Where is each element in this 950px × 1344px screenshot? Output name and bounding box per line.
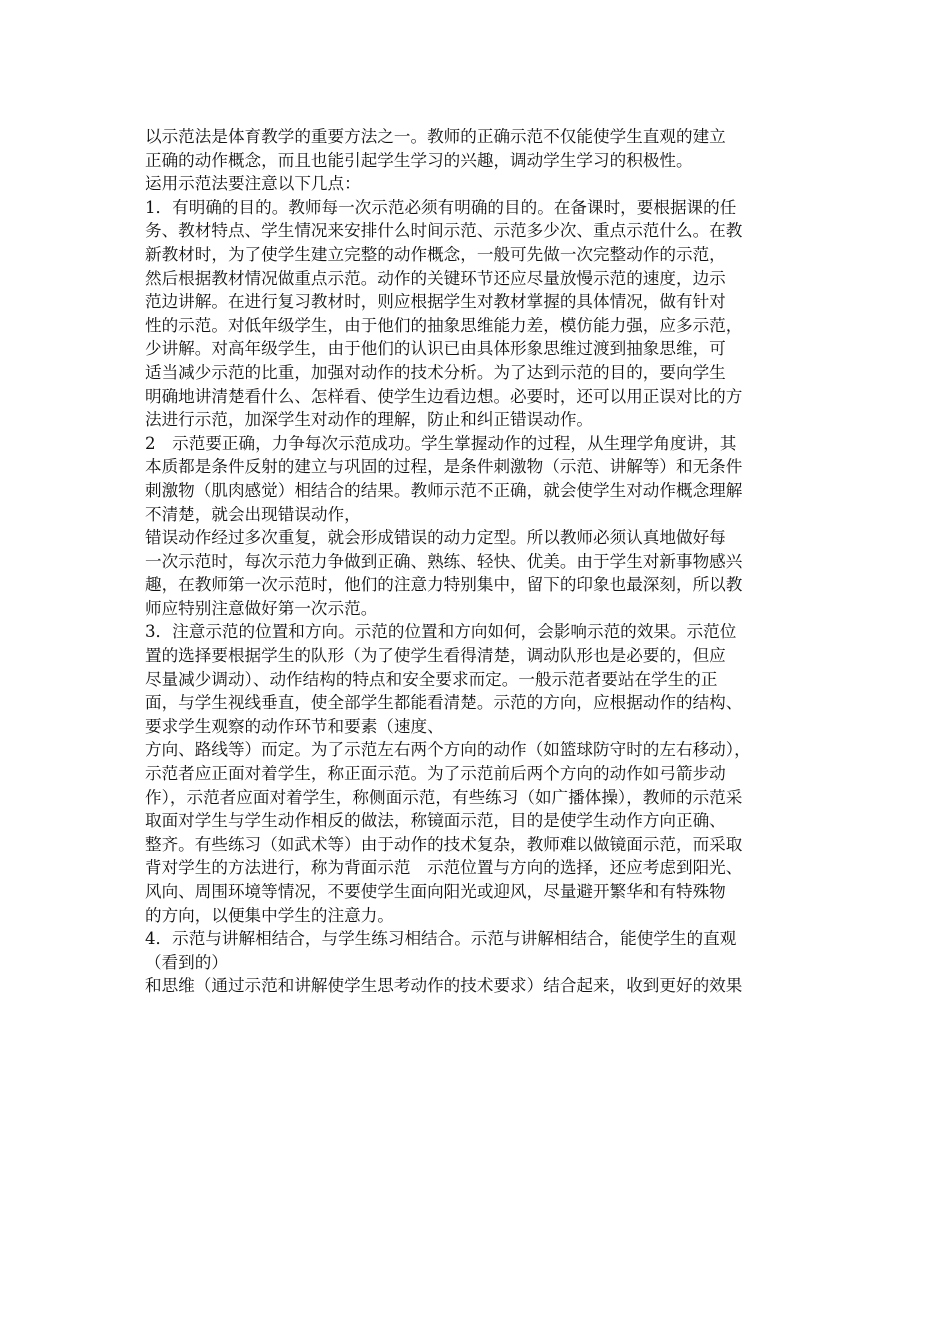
text-line: 错误动作经过多次重复，就会形成错误的动力定型。所以教师必须认真地做好每 bbox=[145, 528, 726, 548]
text-line: 一次示范时，每次示范力争做到正确、熟练、轻快、优美。由于学生对新事物感兴 bbox=[145, 551, 743, 571]
text-line: 要求学生观察的动作环节和要素（速度、 bbox=[145, 716, 444, 736]
text-line: 务、教材特点、学生情况来安排什么时间示范、示范多少次、重点示范什么。在教 bbox=[145, 221, 743, 241]
text-line: 明确地讲清楚看什么、怎样看、使学生边看边想。必要时，还可以用正误对比的方 bbox=[145, 386, 743, 406]
text-line: 整齐。有些练习（如武术等）由于动作的技术复杂，教师难以做镜面示范，而采取 bbox=[145, 834, 743, 854]
text-line: 的方向，以便集中学生的注意力。 bbox=[145, 905, 394, 925]
text-line: 取面对学生与学生动作相反的做法，称镜面示范，目的是使学生动作方向正确、 bbox=[145, 811, 726, 831]
text-line: 以示范法是体育教学的重要方法之一。教师的正确示范不仅能使学生直观的建立 bbox=[145, 127, 726, 146]
text-line: 性的示范。对低年级学生，由于他们的抽象思维能力差，模仿能力强，应多示范， bbox=[145, 315, 743, 335]
text-line: 风向、周围环境等情况，不要使学生面向阳光或迎风，尽量避开繁华和有特殊物 bbox=[145, 882, 726, 901]
text-line: 3．注意示范的位置和方向。示范的位置和方向如何，会影响示范的效果。示范位 bbox=[145, 622, 737, 642]
text-line: 师应特别注意做好第一次示范。 bbox=[145, 598, 378, 618]
text-line: 少讲解。对高年级学生，由于他们的认识已由具体形象思维过渡到抽象思维，可 bbox=[145, 339, 726, 359]
text-line: 然后根据教材情况做重点示范。动作的关键环节还应尽量放慢示范的速度，边示 bbox=[145, 268, 726, 288]
text-line: 示范者应正面对着学生，称正面示范。为了示范前后两个方向的动作如弓箭步动 bbox=[145, 764, 726, 784]
text-line: 和思维（通过示范和讲解使学生思考动作的技术要求）结合起来，收到更好的效果 bbox=[145, 976, 743, 996]
text-line: 新教材时，为了使学生建立完整的动作概念，一般可先做一次完整动作的示范， bbox=[145, 244, 726, 264]
text-line: 运用示范法要注意以下几点： bbox=[145, 174, 361, 194]
text-line: 1．有明确的目的。教师每一次示范必须有明确的目的。在备课时，要根据课的任 bbox=[145, 197, 737, 217]
document-body-text bbox=[145, 125, 815, 998]
text-line: 适当减少示范的比重，加强对动作的技术分析。为了达到示范的目的，要向学生 bbox=[145, 362, 726, 382]
text-line: 不清楚，就会出现错误动作， bbox=[145, 504, 361, 524]
text-line: 2 示范要正确，力争每次示范成功。学生掌握动作的过程，从生理学角度讲，其 bbox=[145, 433, 737, 453]
text-line: （看到的） bbox=[145, 952, 228, 972]
text-line: 本质都是条件反射的建立与巩固的过程，是条件刺激物（示范、讲解等）和无条件 bbox=[145, 457, 743, 477]
text-line: 背对学生的方法进行，称为背面示范 示范位置与方向的选择，还应考虑到阳光、 bbox=[145, 858, 743, 878]
text-line: 4．示范与讲解相结合，与学生练习相结合。示范与讲解相结合，能使学生的直观 bbox=[145, 929, 737, 949]
text-line: 置的选择要根据学生的队形（为了使学生看得清楚，调动队形也是必要的，但应 bbox=[145, 646, 726, 666]
text-line: 面，与学生视线垂直，使全部学生都能看清楚。示范的方向，应根据动作的结构、 bbox=[145, 693, 743, 713]
text-line: 方向、路线等）而定。为了示范左右两个方向的动作（如篮球防守时的左右移动）， bbox=[145, 740, 751, 760]
text-line: 作），示范者应面对着学生，称侧面示范，有些练习（如广播体操），教师的示范采 bbox=[145, 787, 743, 807]
text-line: 法进行示范，加深学生对动作的理解，防止和纠正错误动作。 bbox=[145, 410, 594, 430]
text-line: 尽量减少调动）、动作结构的特点和安全要求而定。一般示范者要站在学生的正 bbox=[145, 669, 718, 689]
text-line: 趣，在教师第一次示范时，他们的注意力特别集中，留下的印象也最深刻，所以教 bbox=[145, 575, 743, 595]
text-line: 范边讲解。在进行复习教材时，则应根据学生对教材掌握的具体情况，做有针对 bbox=[145, 292, 726, 312]
text-line: 正确的动作概念，而且也能引起学生学习的兴趣，调动学生学习的积极性。 bbox=[145, 150, 693, 170]
text-line: 刺激物（肌肉感觉）相结合的结果。教师示范不正确，就会使学生对动作概念理解 bbox=[145, 480, 743, 500]
